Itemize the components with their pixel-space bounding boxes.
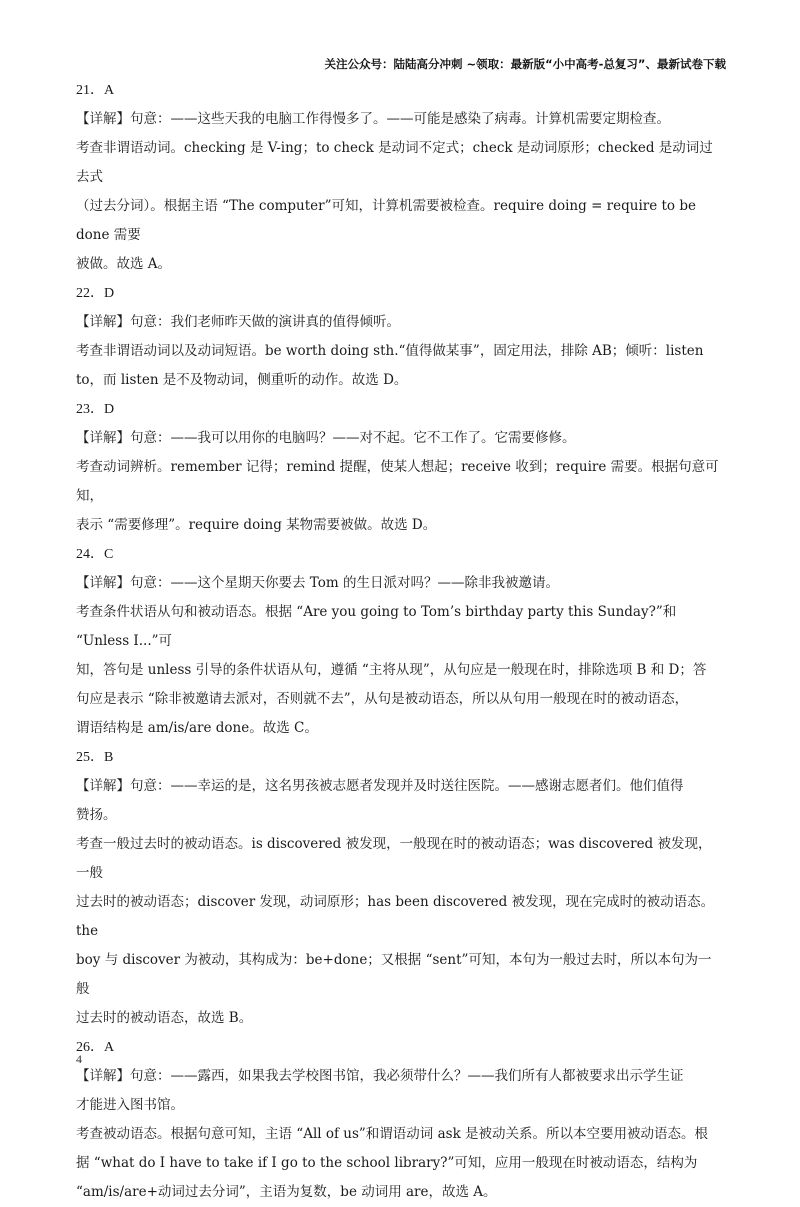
explanation-line: 表示 “需要修理”。require doing 某物需要被做。故选 D。 — [76, 517, 437, 533]
question-number: 26．A — [76, 1040, 115, 1055]
explanation-line: to，而 listen 是不及物动词，侧重听的动作。故选 D。 — [76, 372, 408, 388]
answer-item-26 — [76, 1033, 724, 1207]
explanation-line: 【详解】句意：——我可以用你的电脑吗？——对不起。它不工作了。它需要修修。 — [76, 430, 576, 446]
answer-item-21 — [76, 76, 724, 279]
explanation-line: 【详解】句意：——这些天我的电脑工作得慢多了。——可能是感染了病毒。计算机需要定期检查。 — [76, 111, 670, 127]
answer-explanations — [76, 76, 724, 1207]
explanation-line: 过去时的被动语态，故选 B。 — [76, 1010, 253, 1026]
explanation-line: （过去分词）。根据主语 “The computer”可知，计算机需要被检查。require doing = require to be done 需要 — [76, 198, 696, 243]
explanation-line: 被做。故选 A。 — [76, 256, 172, 272]
explanation-line: 考查非谓语动词。checking 是 V-ing；to check 是动词不定式；check 是动词原形；checked 是动词过去式 — [76, 140, 713, 185]
answer-item-23 — [76, 395, 724, 540]
explanation-line: 赞扬。 — [76, 807, 117, 823]
question-number: 25．B — [76, 750, 114, 765]
answer-item-25 — [76, 743, 724, 1033]
explanation-line: 考查非谓语动词以及动词短语。be worth doing sth.“值得做某事”，固定用法，排除 AB；倾听：listen — [76, 343, 704, 359]
explanation-line: 据 “what do I have to take if I go to the school library?”可知，应用一般现在时被动语态，结构为 — [76, 1155, 698, 1171]
explanation-line: 考查条件状语从句和被动语态。根据 “Are you going to Tom’s birthday party this Sunday?”和 “Unless I...”可 — [76, 604, 677, 649]
explanation-line: boy 与 discover 为被动，其构成为：be+done；又根据 “sent”可知，本句为一般过去时，所以本句为一般 — [76, 952, 712, 997]
explanation-line: 句应是表示 “除非被邀请去派对，否则就不去”，从句是被动语态，所以从句用一般现在时的被动语态， — [76, 691, 689, 707]
question-number: 21．A — [76, 83, 115, 98]
question-number: 24．C — [76, 547, 114, 562]
question-number: 23．D — [76, 402, 115, 417]
explanation-line: 考查动词辨析。remember 记得；remind 提醒，使某人想起；receive 收到；require 需要。根据句意可知， — [76, 459, 719, 504]
explanation-line: 才能进入图书馆。 — [76, 1097, 184, 1113]
explanation-line: 【详解】句意：——露西，如果我去学校图书馆，我必须带什么？——我们所有人都被要求出示学生证 — [76, 1068, 684, 1084]
page-number: 4 — [76, 1052, 82, 1066]
explanation-line: 考查被动语态。根据句意可知，主语 “All of us”和谓语动词 ask 是被动关系。所以本空要用被动语态。根 — [76, 1126, 709, 1142]
question-number: 22．D — [76, 286, 115, 301]
answer-item-24 — [76, 540, 724, 743]
explanation-line: 谓语结构是 am/is/are done。故选 C。 — [76, 720, 318, 736]
explanation-line: “am/is/are+动词过去分词”，主语为复数，be 动词用 are，故选 A。 — [76, 1184, 497, 1200]
explanation-line: 过去时的被动语态；discover 发现，动词原形；has been discovered 被发现，现在完成时的被动语态。 the — [76, 894, 715, 939]
answer-item-22 — [76, 279, 724, 395]
explanation-line: 【详解】句意：——幸运的是，这名男孩被志愿者发现并及时送往医院。——感谢志愿者们。他们值得 — [76, 778, 684, 794]
explanation-line: 【详解】句意：——这个星期天你要去 Tom 的生日派对吗？——除非我被邀请。 — [76, 575, 559, 591]
explanation-line: 【详解】句意：我们老师昨天做的演讲真的值得倾听。 — [76, 314, 400, 330]
header-note: 关注公众号：陆陆高分冲刺 ~领取：最新版“小中高考-总复习”、最新试卷下载 — [324, 57, 726, 71]
explanation-line: 知，答句是 unless 引导的条件状语从句，遵循 “主将从现”，从句应是一般现在时，排除选项 B 和 D；答 — [76, 662, 707, 678]
explanation-line: 考查一般过去时的被动语态。is discovered 被发现，一般现在时的被动语态；was discovered 被发现，一般 — [76, 836, 712, 881]
